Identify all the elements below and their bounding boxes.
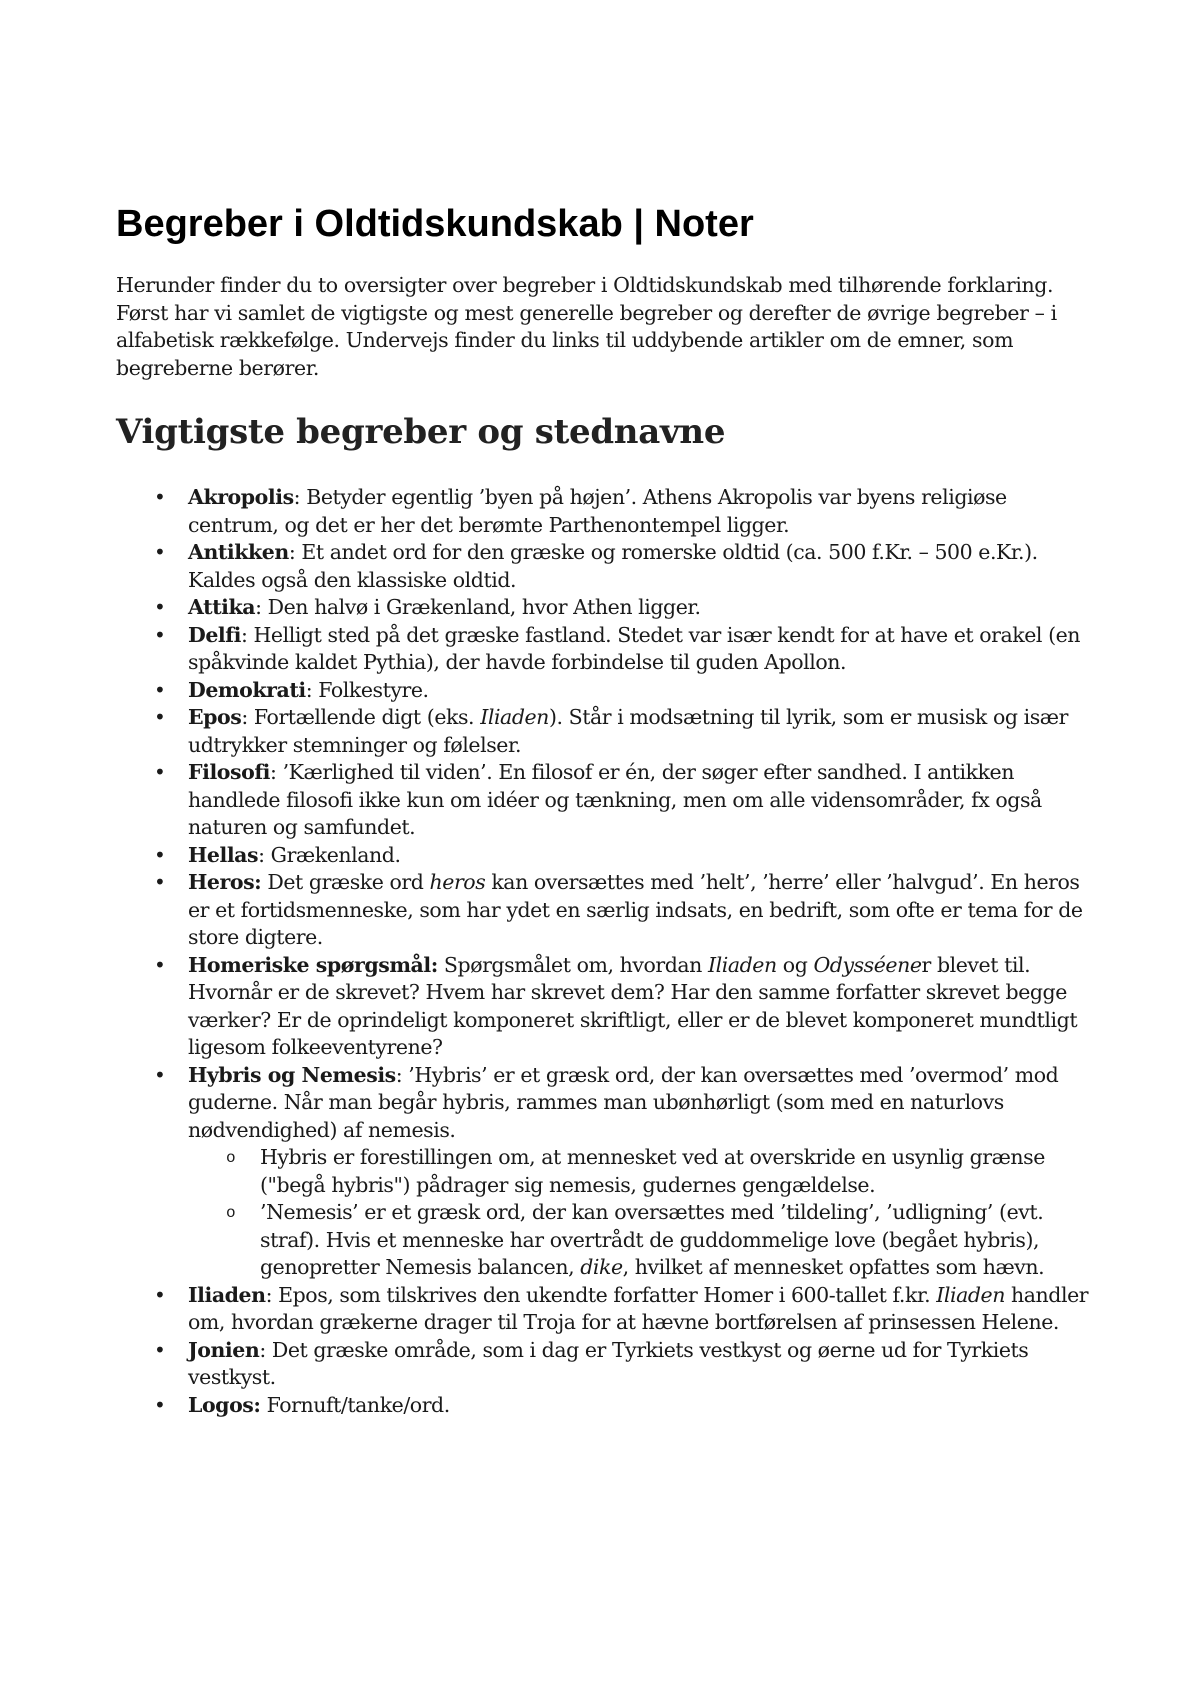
term-item — [116, 1392, 1096, 1420]
term-label: Attika — [188, 595, 256, 619]
term-separator: : — [265, 1282, 279, 1307]
sub-item — [188, 1199, 1096, 1282]
definition-text: handler om, hvordan grækerne drager til Troja for at hævne bortførelsen af prinsessen Helene. — [188, 1282, 1089, 1334]
definition-text: Grækenland. — [270, 842, 401, 867]
definition-text: Det græske område, som i dag er Tyrkiets vestkyst og øerne ud for Tyrkiets vestkyst. — [188, 1337, 1029, 1389]
term-label: Antikken — [188, 540, 289, 564]
section-heading: Vigtigste begreber og stednavne — [116, 412, 726, 452]
definition-text: Folkestyre. — [318, 677, 429, 702]
definition-text: Fornuft/tanke/ord. — [266, 1392, 450, 1417]
term-label: Delfi — [188, 622, 241, 647]
term-item — [116, 677, 1096, 705]
term-item — [116, 869, 1096, 952]
term-separator: : — [240, 622, 254, 647]
term-item — [116, 952, 1096, 1062]
term-label: Jonien — [188, 1337, 260, 1362]
definition-text: Fortællende digt (eks. — [253, 705, 481, 729]
italic-text: Iliaden — [707, 952, 777, 977]
term-label: Hybris og Nemesis — [188, 1062, 396, 1087]
term-item — [116, 622, 1096, 677]
definition-text: Betyder egentlig ’byen på højen’. Athens Akropolis var byens religiøse centrum, og det er her det berømte Parthenontempel ligger. — [188, 485, 1007, 537]
term-item — [116, 539, 1096, 594]
italic-text: Odysséene — [813, 952, 922, 977]
term-separator: : — [395, 1062, 409, 1087]
definition-text: , hvilket af mennesket opfattes som hævn. — [622, 1255, 1045, 1279]
italic-text: Iliaden — [936, 1282, 1005, 1307]
document-content — [116, 200, 1096, 1419]
term-label: Demokrati — [188, 677, 306, 702]
intro-paragraph: Herunder finder du to oversigter over begreber i Oldtidskundskab med tilhørende forklaring. Først har vi samlet de vigtigste og mest generelle begreber og derefter de øvrige begreber – i alfabetisk rækkefølge. Undervejs finder du links til uddybende artikler om de emner, som begreberne berører. — [116, 273, 1057, 380]
term-item — [116, 704, 1096, 759]
italic-text: Iliaden — [480, 705, 549, 729]
definition-text: Epos, som tilskrives den ukendte forfatter Homer i 600-tallet f.kr. — [278, 1282, 937, 1307]
definition-text: ’Nemesis’ er et græsk ord, der kan oversættes med ’tildeling’, ’udligning’ (evt. straf). Hvis et menneske har overtrådt de guddommelige love (begået hybris), genopretter Nemesis balancen, — [260, 1200, 1044, 1279]
term-separator: : — [305, 677, 319, 702]
definition-text: Spørgsmålet om, hvordan — [443, 952, 708, 977]
term-item — [116, 1337, 1096, 1392]
term-separator: : — [293, 485, 307, 509]
term-item — [116, 842, 1096, 870]
term-separator: : — [270, 760, 283, 784]
term-item — [116, 1062, 1096, 1282]
term-separator: : — [288, 540, 302, 564]
term-item — [116, 1282, 1096, 1337]
definition-text: ’Kærlighed til viden’. En filosof er én, der søger efter sandhed. I antikken handlede filosofi ikke kun om idéer og tænkning, men om alle vidensområder, fx også naturen og samfundet. — [188, 760, 1042, 839]
definition-text: r blevet til. Hvornår er de skrevet? Hvem har skrevet dem? Har den samme forfatter skrevet begge værker? Er de oprindeligt komponeret skriftligt, eller er de blevet komponeret mundtligt ligesom folkeeventyrene? — [188, 952, 1078, 1059]
term-label: Logos: — [188, 1392, 261, 1417]
definition-text: kan oversættes med ’helt’, ’herre’ eller ’halvgud’. En heros er et fortidsmenneske, som har ydet en særlig indsats, en bedrift, som ofte er tema for de store digtere. — [188, 870, 1083, 949]
definition-text: og — [776, 952, 814, 977]
term-separator: : — [258, 842, 271, 867]
term-label: Akropolis — [188, 485, 294, 509]
definition-text: ’Hybris’ er et græsk ord, der kan oversættes med ’overmod’ mod guderne. Når man begår hybris, rammes man ubønhørligt (som med en naturlovs nødvendighed) af nemesis. — [188, 1062, 1059, 1142]
term-separator: : — [255, 595, 268, 619]
sub-list — [188, 1144, 1096, 1282]
page-title: Begreber i Oldtidskundskab | Noter — [116, 203, 754, 245]
definition-text: Et andet ord for den græske og romerske oldtid (ca. 500 f.Kr. – 500 e.Kr.). Kaldes også den klassiske oldtid. — [188, 540, 1038, 592]
term-label: Epos — [188, 705, 242, 729]
term-label: Hellas — [188, 842, 259, 867]
term-item — [116, 759, 1096, 842]
term-label: Filosofi — [188, 760, 271, 784]
definition-text: Helligt sted på det græske fastland. Stedet var især kendt for at have et orakel (en spåkvinde kaldet Pythia), der havde forbindelse til guden Apollon. — [188, 622, 1081, 674]
term-item — [116, 594, 1096, 622]
term-label: Iliaden — [188, 1282, 266, 1307]
italic-text: dike — [580, 1255, 623, 1279]
term-separator: : — [241, 705, 254, 729]
terms-list — [116, 484, 1096, 1419]
definition-text: Det græske ord — [267, 870, 430, 894]
definition-text: ). Står i modsætning til lyrik, som er musisk og især udtrykker stemninger og følelser. — [188, 705, 1068, 757]
sub-item — [188, 1144, 1096, 1199]
term-label: Heros: — [188, 870, 262, 894]
term-label: Homeriske spørgsmål: — [188, 952, 438, 977]
italic-text: heros — [429, 870, 486, 894]
term-item — [116, 484, 1096, 539]
definition-text: Den halvø i Grækenland, hvor Athen ligger. — [267, 595, 701, 619]
term-separator: : — [259, 1337, 272, 1362]
definition-text: Hybris er forestillingen om, at mennesket ved at overskride en usynlig grænse ("begå hybris") pådrager sig nemesis, gudernes gengældelse. — [260, 1145, 1045, 1197]
